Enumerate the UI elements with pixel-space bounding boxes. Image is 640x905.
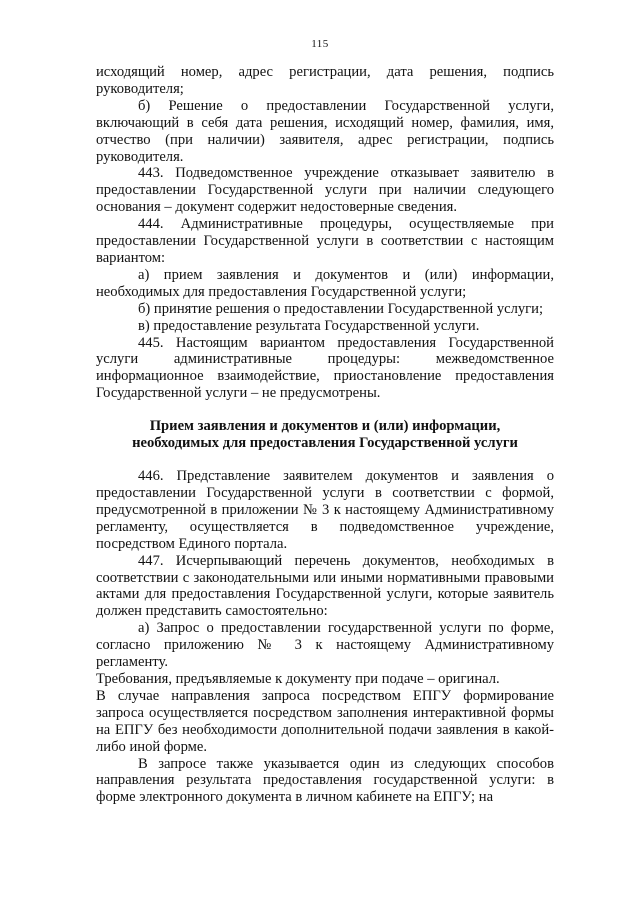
paragraph: 447. Исчерпывающий перечень документов, необходимых в соответствии с законодательными или иными нормативными правовыми актами для предоставления Государственной услуги, которые заявитель должен представить самостоятельно:: [96, 552, 554, 620]
paragraph: 443. Подведомственное учреждение отказывает заявителю в предоставлении Государственной услуги при наличии следующего основания – документ содержит недостоверные сведения.: [96, 165, 554, 216]
paragraph: 444. Административные процедуры, осуществляемые при предоставлении Государственной услуги в соответствии с настоящим вариантом:: [96, 216, 554, 266]
paragraph: В запросе также указывается один из следующих способов направления результата предоставления государственной услуги: в форме электронного документа в личном кабинете на ЕПГУ; на: [96, 755, 554, 806]
paragraph: б) принятие решения о предоставлении Государственной услуги;: [138, 300, 544, 317]
paragraph: 445. Настоящим вариантом предоставления Государственной услуги административные процедуры: межведомственное информационное взаимодействие, приостановление предоставления Государственной услуги – не предусмотрены.: [96, 334, 554, 402]
paragraph: а) прием заявления и документов и (или) информации, необходимых для предоставления Государственной услуги;: [96, 266, 554, 300]
paragraph: В случае направления запроса посредством ЕПГУ формирование запроса осуществляется посредством заполнения интерактивной формы на ЕПГУ без необходимости дополнительной подачи заявления в какой-либо иной форме.: [96, 687, 554, 755]
page-number: 115: [311, 38, 329, 50]
paragraph: Требования, предъявляемые к документу при подаче – оригинал.: [96, 671, 500, 687]
paragraph: исходящий номер, адрес регистрации, дата решения, подпись руководителя;: [96, 64, 554, 97]
section-heading-line: необходимых для предоставления Государственной услуги: [132, 435, 518, 452]
section-heading: [96, 418, 554, 452]
paragraph: б) Решение о предоставлении Государственной услуги, включающий в себя дата решения, исходящий номер, фамилия, имя, отчество (при наличии) заявителя, адрес регистрации, подпись руководителя.: [96, 97, 554, 165]
paragraph: в) предоставление результата Государственной услуги.: [138, 317, 480, 334]
section-heading-line: Прием заявления и документов и (или) информации,: [149, 418, 501, 435]
paragraph: 446. Представление заявителем документов и заявления о предоставлении Государственной услуги в соответствии с формой, предусмотренной в приложении № 3 к настоящему Административному регламенту, осуществляется в подведомственное учреждение, посредством Единого портала.: [96, 468, 554, 552]
paragraph: а) Запрос о предоставлении государственной услуги по форме, согласно приложению № 3 к настоящему Административному регламенту.: [96, 620, 554, 671]
document-body: [96, 64, 554, 806]
